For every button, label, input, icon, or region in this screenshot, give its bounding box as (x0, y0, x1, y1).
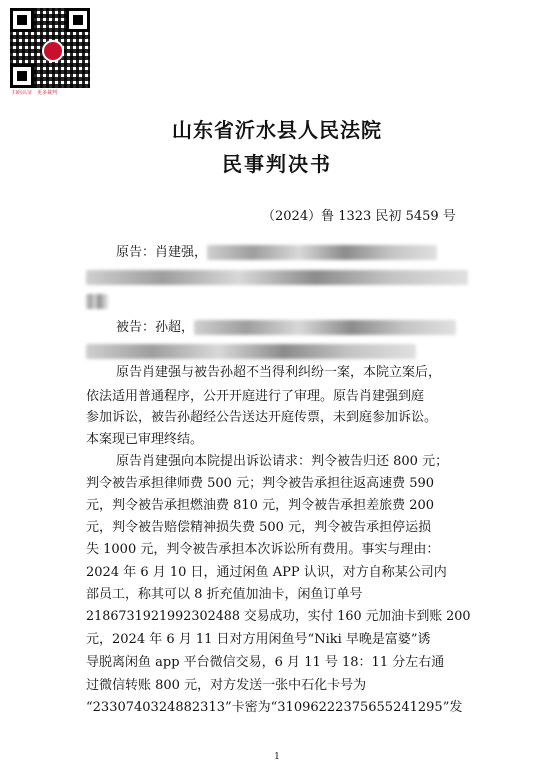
body-line: 参加诉讼，被告孙超经公告送达开庭传票，未到庭参加诉讼。 (86, 410, 438, 425)
redacted-block (194, 320, 456, 335)
defendant-label: 被告：孙超， (116, 320, 195, 335)
body-line: 元，判令被告承担燃油费 810 元，判令被告承担差旅费 200 (86, 498, 435, 513)
body-line: 原告肖建强与被告孙超不当得利纠纷一案，本院立案后， (116, 365, 442, 380)
body-line: 部员工，称其可以 8 折充值加油卡，闲鱼订单号 (86, 587, 363, 602)
body-line: 原告肖建强向本院提出诉讼请求：判令被告归还 800 元； (116, 454, 449, 469)
qr-finder-top-right (66, 8, 90, 32)
redacted-line (86, 270, 468, 285)
body-line: 2024 年 6 月 10 日，通过闲鱼 APP 认识，对方自称某公司内 (86, 565, 447, 580)
defendant-line (116, 320, 456, 335)
plaintiff-label: 原告：肖建强， (116, 245, 208, 260)
body-line: 判令被告承担律师费 500 元；判令被告承担往返高速费 590 (86, 476, 435, 491)
redacted-block (207, 245, 437, 260)
document-type: 民事判决书 (222, 152, 332, 176)
body-line: “2330740324882313”卡密为“31096222375655241295”发 (86, 700, 463, 715)
qr-finder-bottom-left (10, 64, 34, 88)
body-line: 元，2024 年 6 月 11 日对方用闲鱼号“Niki 早晚是富婆”诱 (86, 632, 431, 647)
page-number: 1 (274, 752, 280, 762)
body-line: 2186731921992302488 交易成功，实付 160 元加油卡到账 200 (86, 609, 471, 624)
body-line: 失 1000 元，判令被告承担本次诉讼所有费用。事实与理由： (86, 542, 440, 557)
body-line: 过微信转账 800 元，对方发送一张中石化卡号为 (86, 678, 367, 693)
redacted-line (86, 294, 108, 309)
case-number: （2024）鲁 1323 民初 5459 号 (262, 209, 456, 224)
body-line: 导脱离闲鱼 app 平台微信交易，6 月 11 号 18：11 分左右通 (86, 655, 445, 670)
plaintiff-line (116, 245, 437, 260)
redacted-line (86, 344, 416, 359)
qr-code (10, 8, 90, 88)
body-line: 依法适用普通程序，公开开庭进行了审理。原告肖建强到庭 (86, 389, 425, 404)
body-line: 本案现已审理终结。 (86, 432, 204, 447)
body-line: 元，判令被告赔偿精神损失费 500 元，判令被告承担停运损 (86, 520, 432, 535)
redacted-block (86, 270, 468, 285)
court-name: 山东省沂水县人民法院 (172, 118, 382, 142)
court-seal-icon (42, 40, 64, 62)
redacted-block (86, 344, 416, 359)
redacted-block (86, 294, 108, 309)
qr-finder-top-left (10, 8, 34, 32)
qr-caption: 扫码认证 更多裁判 (12, 90, 58, 96)
